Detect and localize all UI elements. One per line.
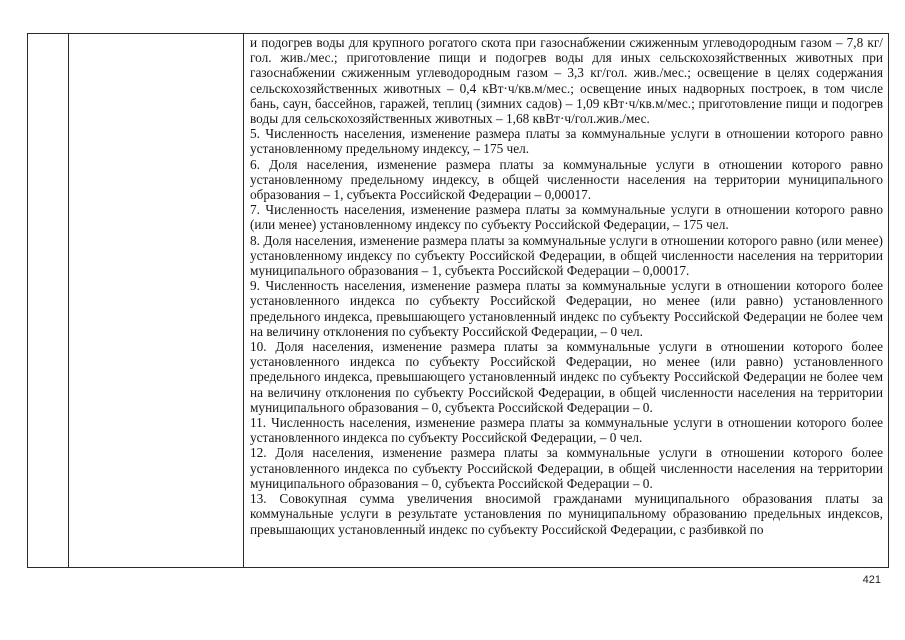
table-cell-index [28,34,69,568]
table-cell-content [244,34,889,568]
paragraph-6: 6. Доля населения, изменение размера платы за коммунальные услуги в отношении которого равно установленному предельному индексу, в общей численности населения на территории муниципального образования – 1, субъекта Российской Федерации – 0,00017. [250,156,883,203]
content-text [244,34,888,567]
paragraph-11: 11. Численность населения, изменение размера платы за коммунальные услуги в отношении которого более установленного индекса по субъекту Российской Федерации, – 0 чел. [250,415,883,446]
paragraph-8: 8. Доля населения, изменение размера платы за коммунальные услуги в отношении которого равно (или менее) установленному индексу по субъекту Российской Федерации, в общей численности населения на территории муниципального образования – 1, субъекта Российской Федерации – 0,00017. [250,232,883,279]
table-cell-name [69,34,244,568]
paragraph-10: 10. Доля населения, изменение размера платы за коммунальные услуги в отношении которого более установленного индекса по субъекту Российской Федерации, но менее (или равно) установленного предельного индекса, превышающего установленный индекс по субъекту Российской Федерации не более чем на величину отклонения по субъекту Российской Федерации, в общей численности населения на территории муниципального образования – 0, субъекта Российской Федерации – 0. [250,339,883,415]
paragraph-5: 5. Численность населения, изменение размера платы за коммунальные услуги в отношении которого равно установленному предельному индексу, – 175 чел. [250,126,883,157]
paragraph-12: 12. Доля населения, изменение размера платы за коммунальные услуги в отношении которого более установленного индекса по субъекту Российской Федерации, в общей численности населения на территории муниципального образования – 0, субъекта Российской Федерации – 0. [250,445,883,491]
page-number: 421 [862,574,881,586]
document-table [27,33,889,568]
paragraph-7: 7. Численность населения, изменение размера платы за коммунальные услуги в отношении которого равно (или менее) установленному индексу по субъекту Российской Федерации, – 175 чел. [250,202,883,233]
paragraph-13: 13. Совокупная сумма увеличения вносимой гражданами муниципального образования платы за коммунальные услуги в результате установления по муниципальному образованию предельных индексов, превышающих установленный индекс по субъекту Российской Федерации, с разбивкой по [250,491,883,537]
paragraph-continuation: и подогрев воды для крупного рогатого скота при газоснабжении сжиженным углеводородным газом – 7,8 кг/гол. жив./мес.; приготовление пищи и подогрев воды для иных сельскохозяйственных животных при газоснабжении сжиженным углеводородным газом – 3,3 кг/гол. жив./мес.; освещение в целях содержания сельскохозяйственных животных – 0,4 кВт·ч/кв.м/мес.; освещение иных надворных построек, в том числе бань, саун, бассейнов, гаражей, теплиц (зимних садов) – 1,09 кВт·ч/кв.м/мес.; приготовление пищи и подогрев воды для сельскохозяйственных животных – 1,68 квВт·ч/гол.жив./мес. [250,35,883,127]
table-row [28,34,889,568]
paragraph-9: 9. Численность населения, изменение размера платы за коммунальные услуги в отношении которого более установленного индекса по субъекту Российской Федерации, но менее (или равно) установленного предельного индекса, превышающего установленный индекс по субъекту Российской Федерации не более чем на величину отклонения по субъекту Российской Федерации, – 0 чел. [250,278,883,339]
